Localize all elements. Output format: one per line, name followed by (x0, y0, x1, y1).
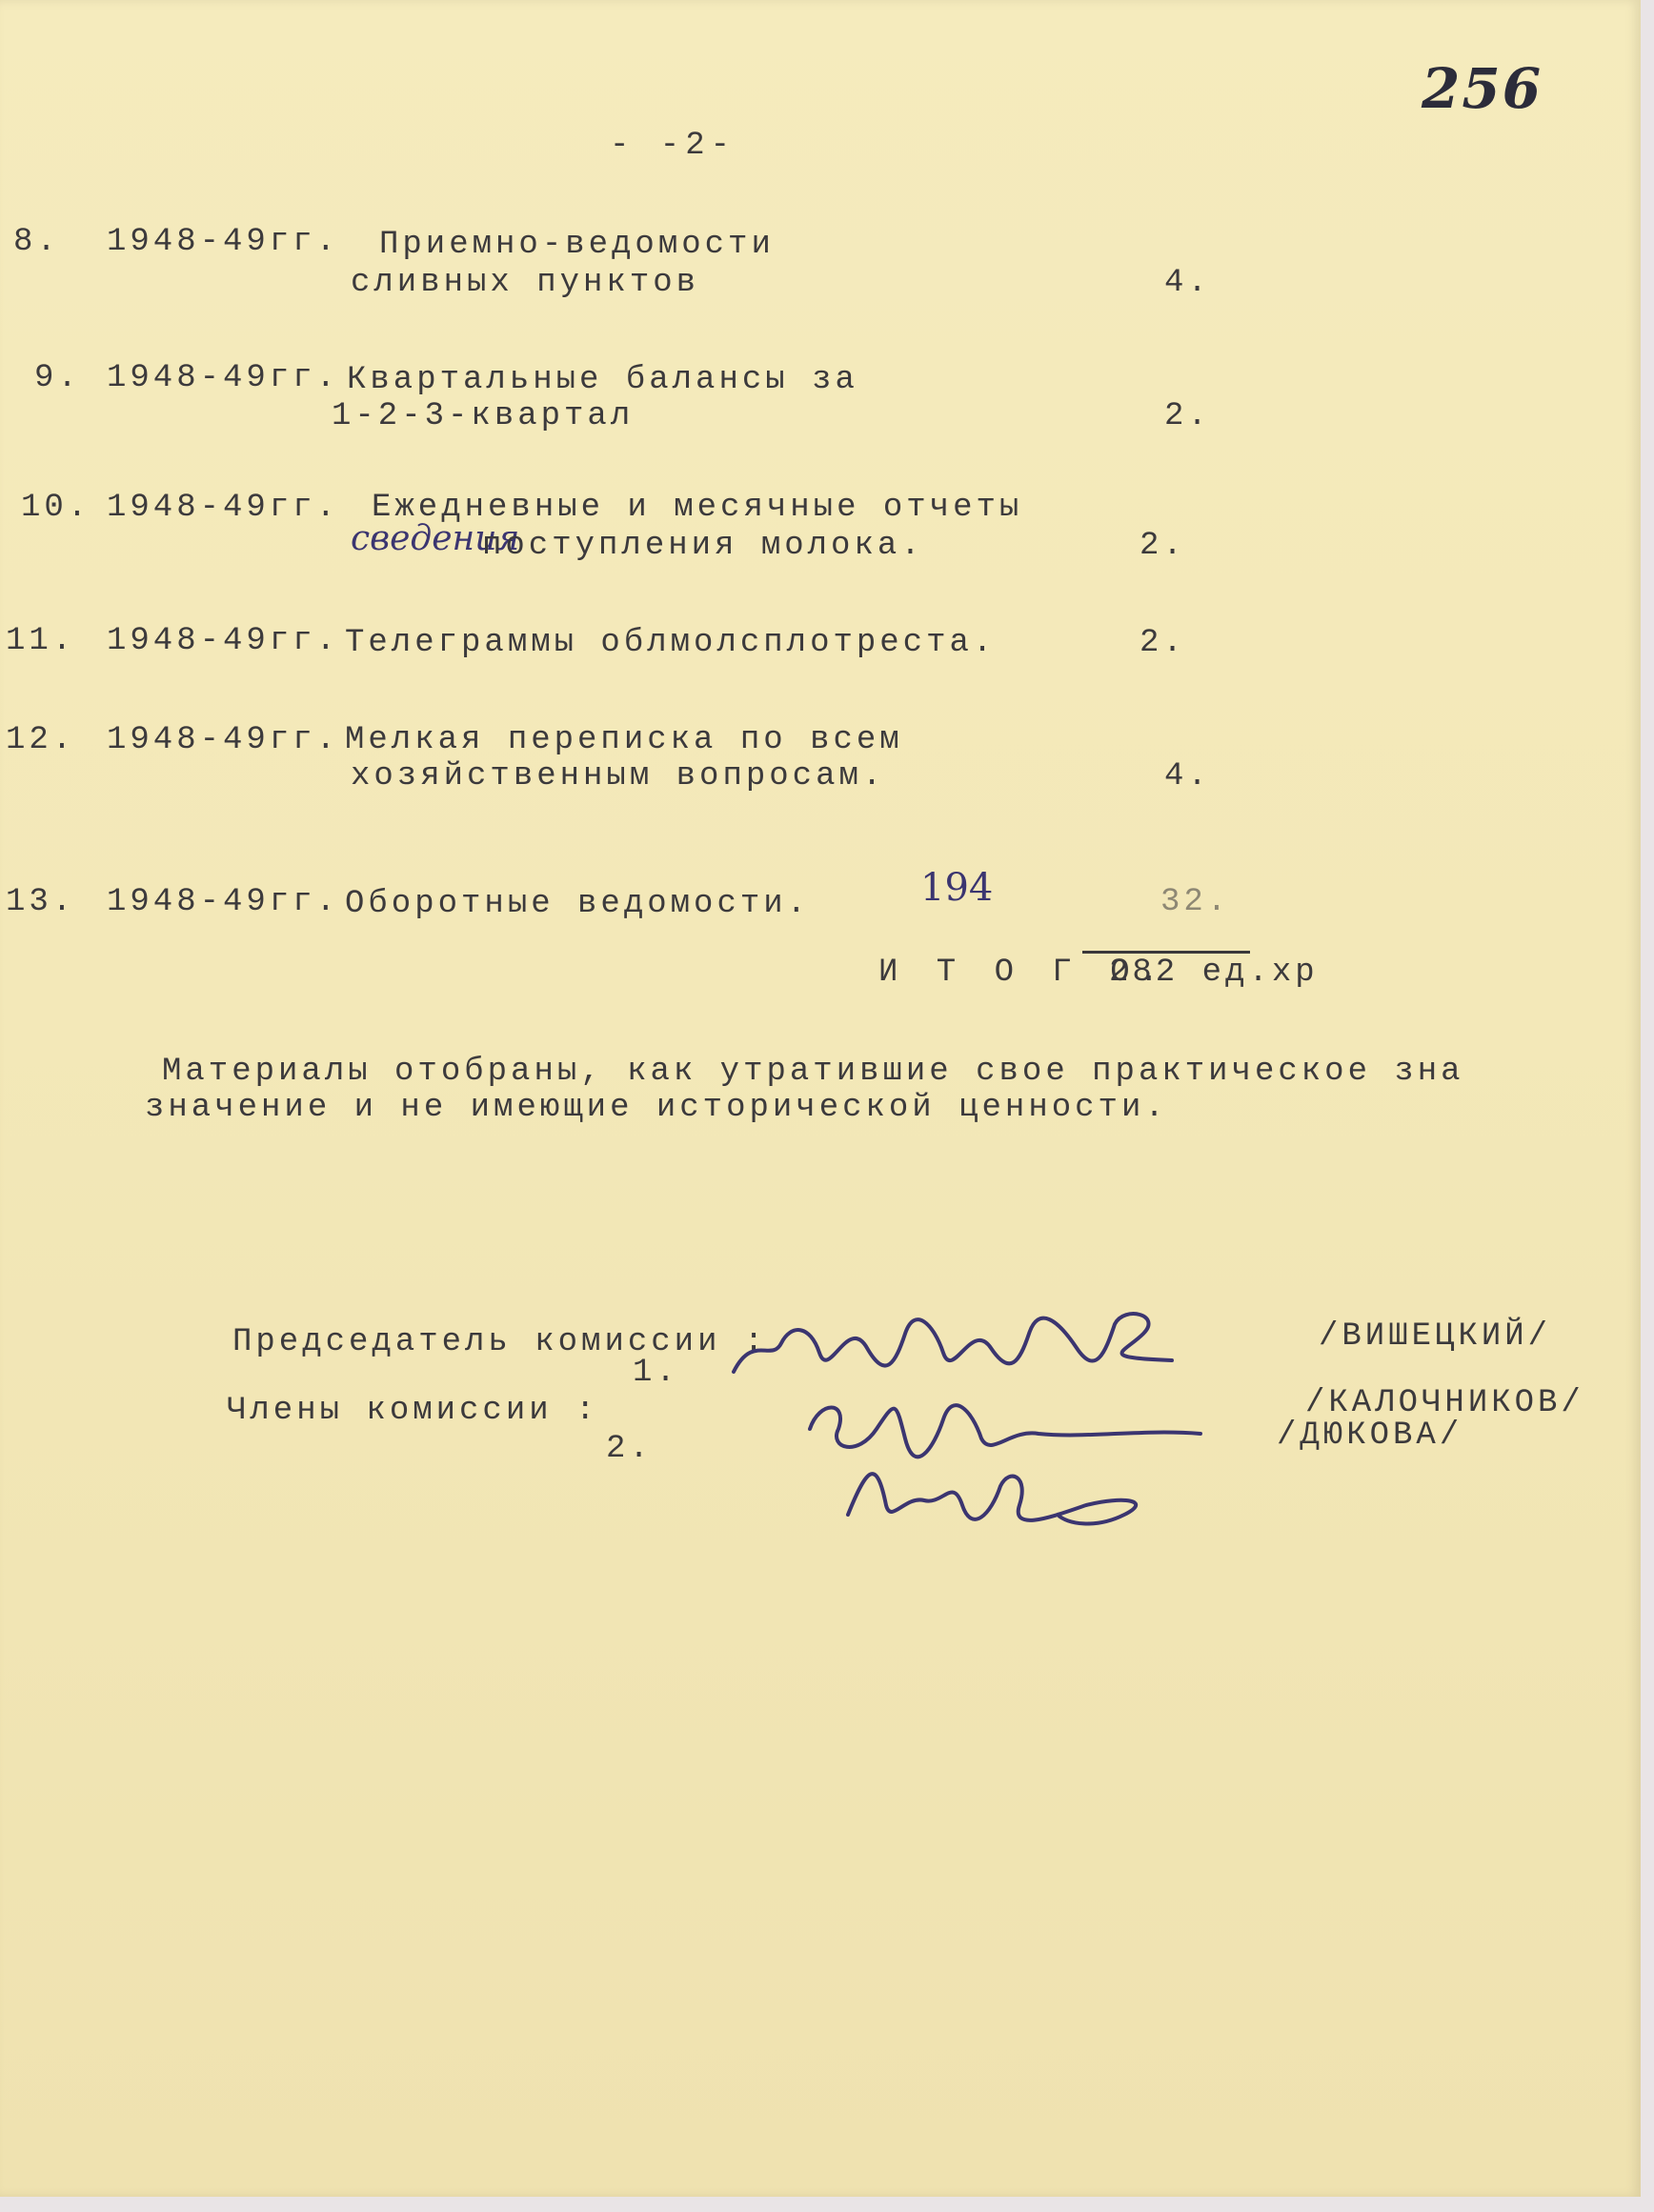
members-label: Члены комиссии : (227, 1393, 599, 1429)
item-title: Телеграммы облмолсплотреста. (345, 625, 997, 661)
handwritten-insert: сведения (351, 519, 520, 558)
item-title-cont: поступления молока. (482, 528, 924, 564)
item-count: 2. (1164, 398, 1211, 434)
page-number: - -2- (610, 128, 736, 164)
item-number: 12. (6, 722, 76, 758)
item-period: 1948-49гг. (107, 224, 340, 260)
item-title: Ежедневные и месячные отчеты (372, 490, 1023, 526)
member1-name: /КАЛОЧНИКОВ/ (1305, 1385, 1584, 1421)
item-count: 2. (1140, 625, 1186, 661)
member2-name: /ДЮКОВА/ (1277, 1418, 1463, 1454)
item-period: 1948-49гг. (107, 722, 340, 758)
conclusion-line-1: Материалы отобраны, как утратившие свое практическое зна (162, 1054, 1464, 1090)
chairman-signature (715, 1296, 1210, 1400)
item-period: 1948-49гг. (107, 490, 340, 526)
item-title: Квартальные балансы за (347, 362, 858, 398)
item-title-cont: сливных пунктов (351, 265, 700, 301)
chairman-label: Председатель комиссии : (232, 1324, 768, 1360)
total-rule (1082, 951, 1250, 954)
handwritten-note: 194 (920, 866, 994, 910)
item-number: 9. (34, 360, 81, 396)
item-number: 13. (6, 884, 76, 920)
item-count: 4. (1164, 758, 1211, 794)
item-number: 8. (13, 224, 60, 260)
item-title-cont: 1-2-3-квартал (332, 398, 635, 434)
archive-page-number: 256 (1422, 56, 1543, 121)
member2-signature (838, 1448, 1181, 1543)
item-count: 2. (1140, 528, 1186, 564)
chairman-index: 1. (633, 1355, 679, 1391)
item-number: 10. (21, 490, 91, 526)
item-title: Оборотные ведомости. (345, 886, 811, 922)
item-title: Приемно-ведомости (379, 227, 775, 263)
total-label: И Т О Г О. (878, 955, 1169, 991)
item-count: 32. (1160, 884, 1231, 920)
member2-index: 2. (606, 1431, 653, 1467)
item-period: 1948-49гг. (107, 360, 340, 396)
chairman-name: /ВИШЕЦКИЙ/ (1319, 1318, 1552, 1355)
item-period: 1948-49гг. (107, 884, 340, 920)
item-period: 1948-49гг. (107, 623, 340, 659)
item-number: 11. (6, 623, 76, 659)
conclusion-line-2: значение и не имеющие исторической ценности. (145, 1090, 1168, 1126)
item-title-cont: хозяйственным вопросам. (351, 758, 886, 794)
total-value: 282 ед.хр (1109, 955, 1319, 991)
item-count: 4. (1164, 265, 1211, 301)
item-title: Мелкая переписка по всем (345, 722, 903, 758)
